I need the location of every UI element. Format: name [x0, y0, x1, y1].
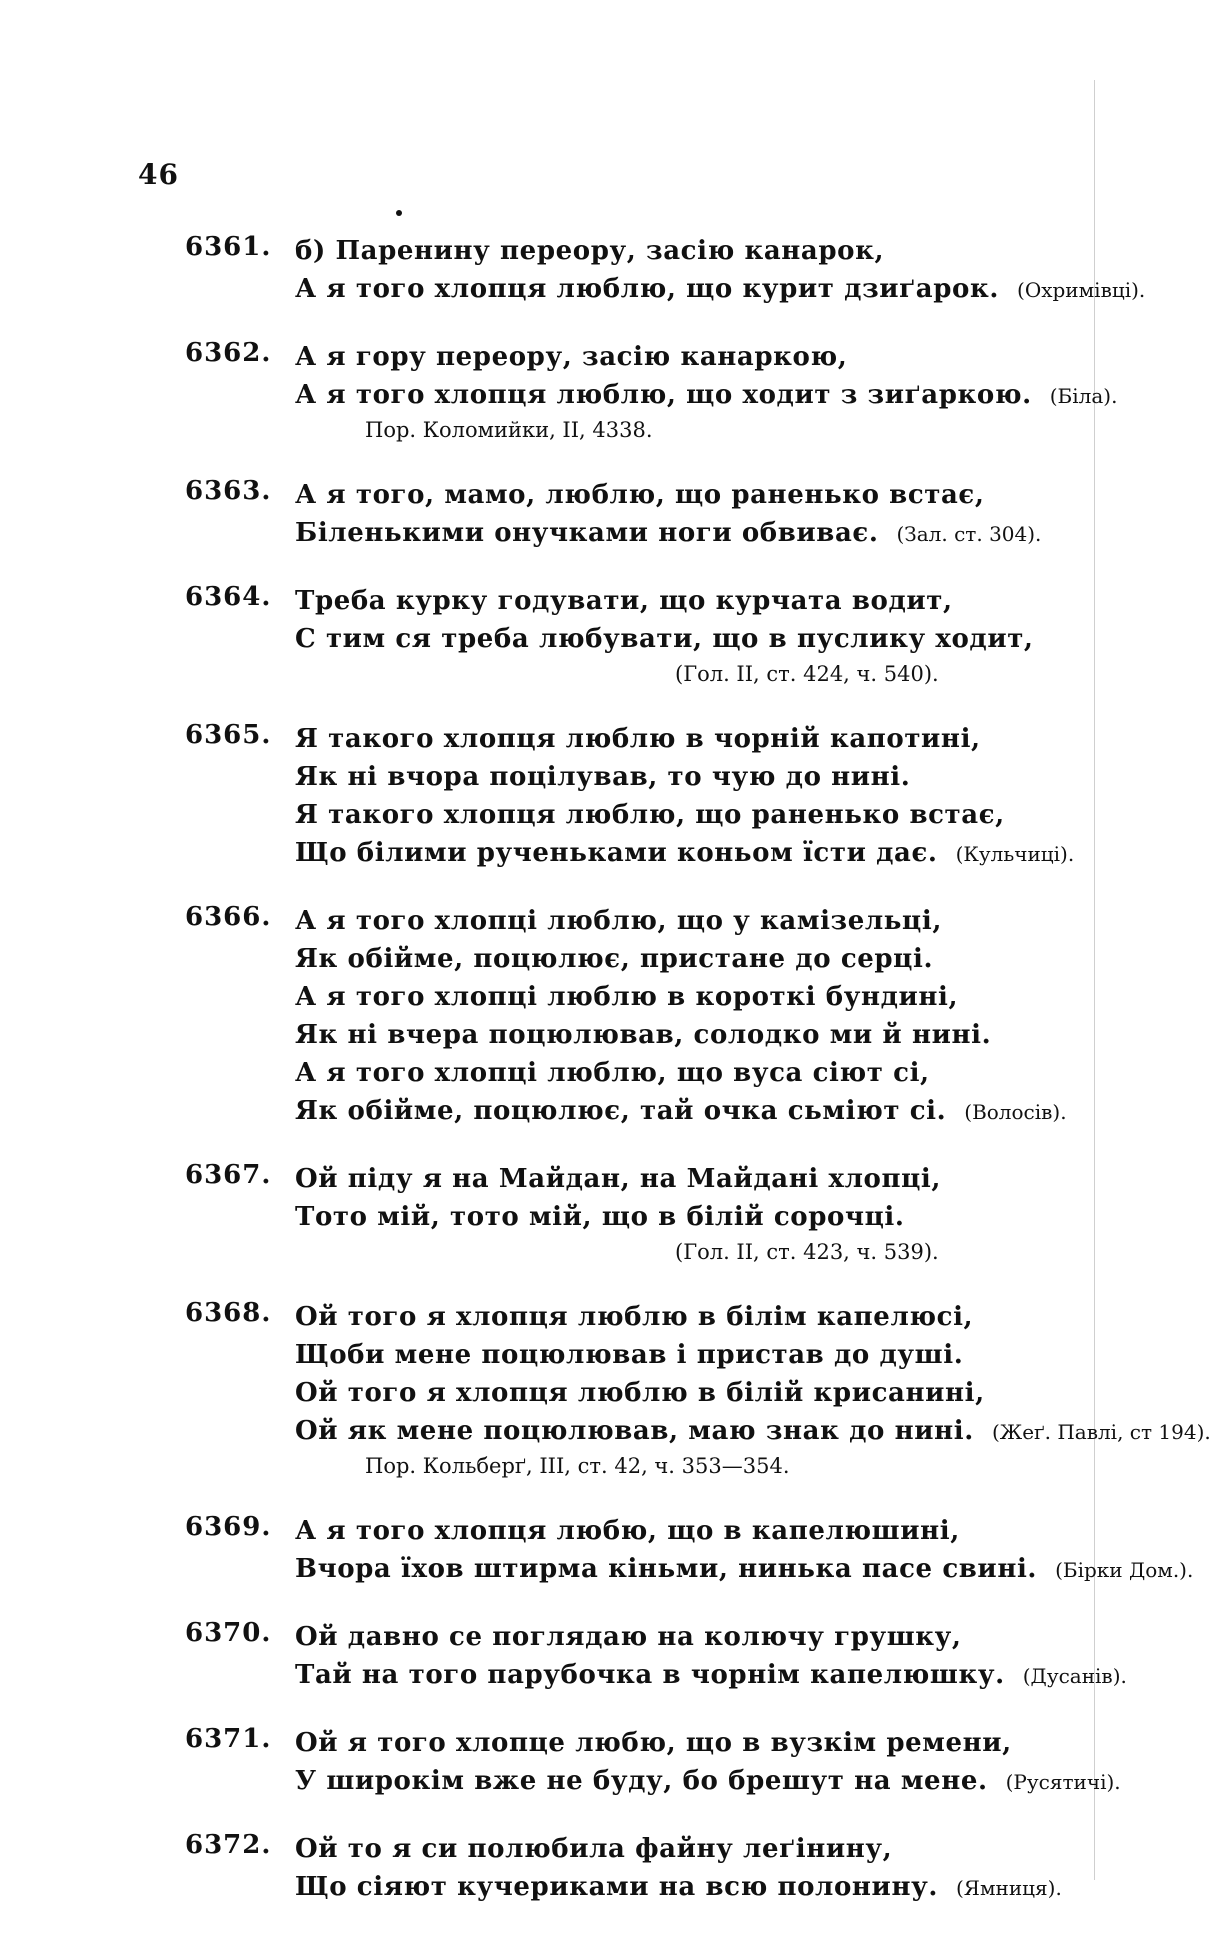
page-edge-rule — [1094, 80, 1095, 1880]
source-note: (Охримівці). — [1017, 278, 1146, 302]
song-number: 6369. — [185, 1512, 272, 1542]
song-entry — [185, 1298, 1211, 1482]
verse-line — [295, 720, 1085, 758]
song-number: 6370. — [185, 1618, 272, 1648]
verse-text: Треба курку годувати, що курчата водит, — [295, 586, 953, 616]
verse-text: С тим ся треба любувати, що в пуслику ходит, — [295, 624, 1034, 654]
source-note: (Ямниця). — [955, 1876, 1062, 1900]
source-note: (Гол. II, ст. 424, ч. 540). — [675, 662, 939, 686]
verse-text: У широкім вже не буду, бо брешут на мене. — [295, 1766, 988, 1796]
verse-line — [295, 1830, 1085, 1868]
song-lines — [295, 720, 1085, 872]
song-number: 6363. — [185, 476, 272, 506]
source-note: (Волосів). — [964, 1100, 1067, 1124]
verse-line — [295, 978, 1085, 1016]
verse-line — [295, 1724, 1085, 1762]
song-lines — [295, 232, 1146, 308]
source-note: (Бірки Дом.). — [1055, 1558, 1194, 1582]
song-lines — [295, 1830, 1085, 1906]
verse-line — [295, 620, 1085, 658]
song-lines — [295, 1298, 1211, 1482]
verse-text: Я такого хлопця люблю в чорній капотині, — [295, 724, 981, 754]
verse-line — [295, 1762, 1121, 1800]
verse-text: А я того хлопці люблю, що вуса сіют сі, — [295, 1058, 930, 1088]
song-entry — [185, 720, 1085, 872]
verse-line — [295, 232, 1085, 270]
verse-line — [295, 376, 1118, 414]
verse-text: А я того хлопці люблю в короткі бундині, — [295, 982, 959, 1012]
verse-line — [295, 338, 1085, 376]
verse-text: Що сіяют кучериками на всю полонину. — [295, 1872, 938, 1902]
verse-text: Ой піду я на Майдан, на Майдані хлопці, — [295, 1164, 942, 1194]
source-note: (Кульчиці). — [955, 842, 1075, 866]
song-number: 6366. — [185, 902, 272, 932]
song-number: 6368. — [185, 1298, 272, 1328]
verse-line — [295, 758, 1085, 796]
song-entry — [185, 902, 1085, 1130]
song-number: 6364. — [185, 582, 272, 612]
verse-line — [295, 1336, 1085, 1374]
verse-text: Тай на того парубочка в чорнім капелюшку. — [295, 1660, 1005, 1690]
song-entry — [185, 1512, 1194, 1588]
verse-line — [295, 1160, 1085, 1198]
verse-text: Ой як мене поцюлював, маю знак до нині. — [295, 1416, 974, 1446]
source-note: (Жеґ. Павлі, ст 194). — [991, 1420, 1211, 1444]
verse-text: Біленькими онучками ноги обвиває. — [295, 518, 879, 548]
verse-line — [295, 1054, 1085, 1092]
verse-text: Ой то я си полюбила файну леґінину, — [295, 1834, 893, 1864]
verse-line — [295, 1412, 1211, 1450]
verse-line — [295, 1198, 1085, 1236]
song-number: 6367. — [185, 1160, 272, 1190]
song-number: 6372. — [185, 1830, 272, 1860]
song-entry — [185, 476, 1085, 552]
song-number: 6362. — [185, 338, 272, 368]
cross-reference: Пор. Кольберґ, III, ст. 42, ч. 353—354. — [365, 1454, 790, 1478]
verse-line — [295, 1656, 1127, 1694]
verse-line — [295, 1618, 1085, 1656]
song-entry — [185, 1618, 1127, 1694]
song-entry — [185, 338, 1118, 446]
source-note: (Зал. ст. 304). — [896, 522, 1042, 546]
song-entry — [185, 1724, 1121, 1800]
verse-line — [295, 1512, 1085, 1550]
verse-text: Як ні вчора поцілував, то чую до нині. — [295, 762, 911, 792]
verse-text: Щоби мене поцюлював і пристав до душі. — [295, 1340, 964, 1370]
verse-line — [295, 582, 1085, 620]
song-lines — [295, 1160, 1085, 1268]
song-lines — [295, 582, 1085, 690]
song-number: 6365. — [185, 720, 272, 750]
song-entry — [185, 1160, 1085, 1268]
verse-text: Як обійме, поцюлює, тай очка сьміют сі. — [295, 1096, 947, 1126]
verse-text: А я того хлопці люблю, що у камізельці, — [295, 906, 942, 936]
song-lines — [295, 338, 1118, 446]
ink-dot — [396, 210, 402, 216]
song-list — [185, 232, 1211, 1936]
song-entry — [185, 582, 1085, 690]
song-lines — [295, 1724, 1121, 1800]
verse-text: Як обійме, поцюлює, пристане до серці. — [295, 944, 934, 974]
source-note: (Русятичі). — [1005, 1770, 1121, 1794]
verse-text: А я того хлопця люблю, що курит дзиґарок. — [295, 274, 1000, 304]
song-lines — [295, 902, 1085, 1130]
verse-text: б) Паренину переору, засію канарок, — [295, 236, 885, 266]
song-entry — [185, 1830, 1085, 1906]
verse-text: Ой того я хлопця люблю в білій крисанині, — [295, 1378, 985, 1408]
verse-line — [295, 476, 1085, 514]
song-number: 6371. — [185, 1724, 272, 1754]
verse-line — [295, 1550, 1194, 1588]
song-entry — [185, 232, 1146, 308]
verse-line — [295, 940, 1085, 978]
page-number: 46 — [138, 158, 179, 191]
verse-text: Я такого хлопця люблю, що раненько встає, — [295, 800, 1005, 830]
verse-text: Ой того я хлопця люблю в білім капелюсі, — [295, 1302, 974, 1332]
verse-line — [295, 1868, 1085, 1906]
verse-line — [295, 834, 1085, 872]
verse-text: А я того, мамо, люблю, що раненько встає, — [295, 480, 985, 510]
source-note: (Гол. II, ст. 423, ч. 539). — [675, 1240, 939, 1264]
cross-reference: Пор. Коломийки, II, 4338. — [365, 418, 653, 442]
verse-text: Ой давно се поглядаю на колючу грушку, — [295, 1622, 962, 1652]
verse-text: А я гору переору, засію канаркою, — [295, 342, 848, 372]
verse-text: А я того хлопця любю, що в капелюшині, — [295, 1516, 960, 1546]
verse-text: Як ні вчера поцюлював, солодко ми й нині. — [295, 1020, 992, 1050]
verse-line — [295, 514, 1085, 552]
verse-line — [295, 1298, 1085, 1336]
verse-text: Тото мій, тото мій, що в білій сорочці. — [295, 1202, 905, 1232]
song-lines — [295, 1512, 1194, 1588]
verse-text: Ой я того хлопце любю, що в вузкім ремени, — [295, 1728, 1012, 1758]
verse-line — [295, 270, 1146, 308]
song-lines — [295, 1618, 1127, 1694]
verse-line — [295, 1016, 1085, 1054]
verse-line — [295, 902, 1085, 940]
verse-line — [295, 1374, 1085, 1412]
verse-text: Що білими рученьками коньом їсти дає. — [295, 838, 938, 868]
source-note: (Дусанів). — [1022, 1664, 1127, 1688]
verse-line — [295, 1092, 1085, 1130]
song-lines — [295, 476, 1085, 552]
verse-text: Вчора їхов штирма кіньми, нинька пасе свині. — [295, 1554, 1038, 1584]
source-note: (Біла). — [1049, 384, 1118, 408]
song-number: 6361. — [185, 232, 272, 262]
verse-text: А я того хлопця люблю, що ходит з зиґаркою. — [295, 380, 1032, 410]
verse-line — [295, 796, 1085, 834]
